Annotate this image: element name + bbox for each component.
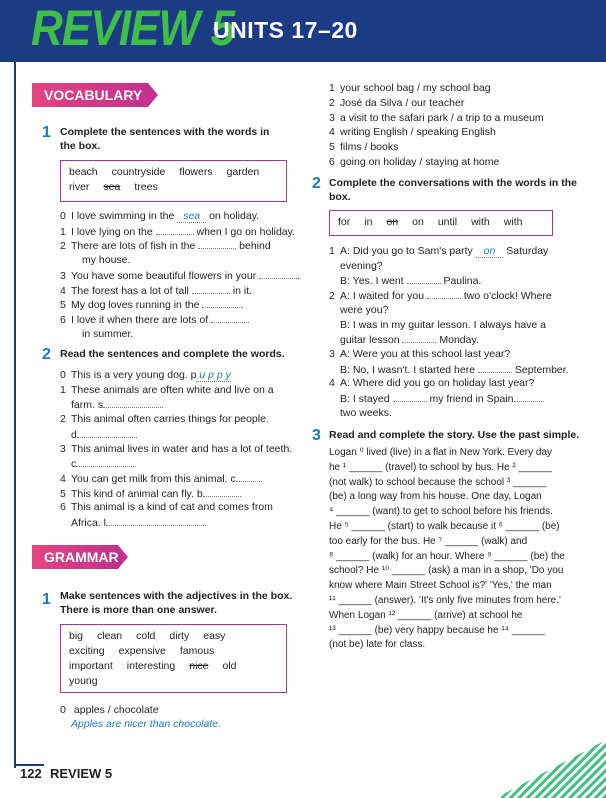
vocab-ex2-item	[71, 427, 137, 442]
item-number: 1	[329, 82, 335, 94]
vocab-ex2-item	[60, 383, 274, 397]
conversation-line	[340, 318, 546, 332]
decorative-stripes	[456, 740, 606, 798]
box-word: big	[69, 630, 84, 642]
box-word: cold	[136, 630, 156, 642]
answer-blank	[407, 273, 441, 284]
box-word: with	[503, 216, 523, 228]
vocab-ex2-item	[60, 442, 292, 456]
item-number: 1	[60, 225, 66, 238]
vocab-ex2-item	[60, 500, 273, 514]
answer-blank	[402, 332, 436, 343]
item-number: 6	[329, 156, 335, 168]
item-text: I love it when there are lots of	[71, 313, 212, 326]
item-text: You have some beautiful flowers in your	[71, 269, 260, 282]
vocab-ex2-item	[71, 397, 163, 412]
vocab-ex1-item	[60, 209, 259, 223]
box-word: old	[222, 660, 237, 672]
item-text: There are lots of fish in the	[71, 240, 199, 253]
item-number: 4	[329, 126, 335, 139]
vocab-ex2-item	[71, 456, 136, 471]
item-text-end: in it.	[229, 284, 252, 297]
answer-blank	[202, 297, 240, 308]
story-line: ¹³ ______ (be) very happy because he ¹⁴ ______	[329, 624, 546, 636]
item-text: My dog loves running in the	[71, 299, 203, 312]
story-line: When Logan ¹² ______ (arrive) at school he	[329, 609, 523, 621]
grammar-ex1-example: 0 apples / chocolate	[60, 704, 159, 716]
story-line: know where Main Street School is?' 'Yes,' the man	[329, 580, 552, 592]
item-number: 6	[60, 313, 66, 326]
box-word: expensive	[118, 645, 166, 657]
item-text: I love lying on the	[71, 225, 156, 238]
example-answer: u p p y	[196, 369, 231, 381]
vocab-ex1-item	[60, 297, 243, 312]
item-text-end: .	[240, 299, 244, 312]
line-text: B: Yes. I went	[340, 275, 407, 288]
item-text: writing English / speaking English	[340, 126, 496, 139]
line-text-end: Saturday	[503, 245, 549, 257]
grammar-ex3-title: Read and complete the story. Use the past simple.	[329, 429, 580, 441]
story-line: Logan ⁰ lived (live) in a flat in New York. Every day	[329, 447, 553, 458]
grammar-ex3-number: 3	[312, 427, 321, 444]
vocab-ex1-number: 1	[42, 124, 51, 141]
grammar-ex1-example-answer: Apples are nicer than chocolate.	[71, 718, 222, 730]
item-text: c	[71, 458, 77, 471]
box-word: in	[364, 216, 373, 228]
story-line: (not walk) to school because the school ³ ______	[329, 476, 547, 488]
box-word: on	[412, 216, 424, 228]
box-word: river	[69, 181, 90, 193]
line-text: A: Where did you go on holiday last year?	[340, 377, 535, 390]
item-number: 2	[329, 290, 335, 303]
grammar-ex1-title: Make sentences with the adjectives in the box. There is more than one answer.	[60, 590, 293, 616]
answer-blank	[259, 268, 297, 279]
item-number: 5	[60, 299, 66, 312]
header-bar	[0, 0, 606, 62]
line-text: two weeks.	[340, 406, 392, 419]
box-word: clean	[97, 630, 123, 642]
item-text: in summer.	[82, 327, 134, 340]
vocab-ex1-title: Complete the sentences with the words in the box.	[60, 126, 270, 152]
item-number: 3	[329, 111, 335, 124]
grammar-ex2-number: 2	[312, 175, 321, 192]
vocab-ex1-item	[60, 312, 249, 327]
item-number: 3	[60, 442, 66, 455]
item-text: I love swimming in the	[71, 210, 178, 222]
story-line: He ⁵ ______ (start) to walk because it ⁶ ______ (be)	[329, 521, 560, 532]
grammar-ex1-item	[329, 96, 464, 110]
units-title: UNITS 17–20	[213, 17, 358, 43]
item-text: a visit to the safari park / a trip to a museum	[340, 111, 544, 124]
grammar-ex1-item	[329, 125, 496, 139]
story-line: too early for the bus. He ⁷ ______ (walk) and	[329, 535, 528, 547]
vocab-ex2-item	[60, 471, 262, 486]
left-rule	[14, 62, 16, 768]
grammar-ex1-number: 1	[42, 591, 51, 608]
conversation-line	[329, 347, 510, 361]
box-word: on	[386, 216, 399, 228]
item-text: This animal often carries things for people.	[71, 413, 269, 426]
conversation-line	[340, 362, 569, 377]
story-line: ⁸ ______ (walk) for an hour. Where ⁹ ______ (be) the	[329, 550, 565, 562]
conversation-line	[340, 303, 388, 317]
vocab-ex2-item	[71, 515, 206, 530]
item-text-end: behind	[236, 240, 271, 253]
answer-blank	[393, 391, 427, 402]
story-line: ¹¹ ______ (answer). 'It's only five minutes from here.'	[329, 595, 561, 606]
grammar-ex1-item	[329, 140, 398, 154]
line-text: B: I stayed	[340, 393, 393, 405]
line-text: were you?	[340, 303, 389, 316]
item-text: Africa. l	[71, 517, 107, 529]
conversation-line	[329, 244, 548, 258]
item-text: going on holiday / staying at home	[340, 156, 500, 168]
answer-blank	[198, 238, 236, 249]
grammar-ex2-word-box	[329, 210, 553, 236]
item-text: This is a very young dog. p	[71, 369, 197, 381]
item-number: 2	[329, 96, 335, 109]
grammar-adjective-box	[60, 624, 287, 693]
item-number: 3	[60, 269, 66, 282]
answer-blank	[192, 283, 230, 294]
item-number: 5	[329, 141, 335, 154]
grammar-ex2-title: Complete the conversations with the words in the box.	[329, 177, 577, 203]
box-word: dirty	[169, 630, 190, 642]
grammar-ex1-item	[329, 111, 544, 125]
item-text-end: when I go on holiday.	[193, 225, 296, 238]
story-line: ⁴ ______ (want) to get to school before his friends.	[329, 506, 553, 518]
item-number: 0	[60, 369, 66, 381]
line-text: A: Were you at this school last year?	[340, 347, 511, 360]
answer-blank	[236, 471, 262, 482]
line-text: guitar lesson	[340, 334, 403, 347]
line-text-end: my friend in Spain	[426, 393, 514, 405]
box-word: trees	[134, 181, 158, 193]
box-word: important	[69, 660, 113, 672]
item-number: 1	[60, 383, 66, 396]
page-number: 122	[20, 766, 42, 781]
story-line: (be) a long way from his house. One day, Logan	[329, 491, 542, 503]
item-text: José da Silva / our teacher	[340, 96, 465, 109]
line-text-end: two o'clock! Where	[460, 290, 552, 303]
item-number: 4	[329, 377, 335, 390]
vocab-ex2-item	[60, 412, 269, 426]
vocab-ex1-item	[71, 327, 133, 341]
line-text: evening?	[340, 259, 383, 272]
conversation-line	[340, 273, 481, 288]
conversation-line	[340, 391, 544, 406]
item-text: my house.	[82, 254, 131, 267]
item-number: 0	[60, 210, 66, 222]
vocab-ex2-number: 2	[42, 346, 51, 363]
item-text: farm. s	[71, 399, 104, 412]
line-text-end: Paulina.	[440, 275, 482, 288]
conversation-line	[329, 288, 552, 303]
item-number: 1	[329, 245, 335, 257]
vocab-ex1-item	[60, 268, 300, 283]
story-line: (not be) late for class.	[329, 639, 426, 651]
item-text: These animals are often white and live on a	[71, 383, 274, 396]
box-word: with	[471, 216, 490, 228]
line-text: A: Did you go to Sam's party	[340, 245, 476, 257]
grammar-banner: GRAMMAR	[32, 545, 118, 569]
box-word: beach	[69, 166, 98, 178]
conversation-line	[340, 332, 479, 347]
vocabulary-banner: VOCABULARY	[32, 83, 148, 107]
item-number: 6	[60, 501, 66, 514]
answer-blank	[478, 362, 512, 373]
box-word: famous	[179, 645, 215, 657]
line-text: B: I was in my guitar lesson. I always have a	[340, 318, 547, 331]
vocab-ex2-title: Read the sentences and complete the words.	[60, 348, 285, 360]
answer-blank	[211, 312, 249, 323]
story-line: school? He ¹⁰ ______ (ask) a man in a shop, 'Do you	[329, 565, 564, 577]
box-word: until	[437, 216, 458, 228]
box-word: interesting	[126, 660, 176, 672]
box-word: flowers	[179, 166, 213, 178]
item-number: 3	[329, 347, 335, 360]
grammar-ex1-item	[329, 81, 491, 95]
item-number: 4	[60, 284, 66, 297]
answer-blank	[106, 515, 206, 526]
vocab-word-box	[60, 160, 287, 202]
answer-blank	[77, 427, 137, 438]
review-title: REVIEW 5	[31, 0, 235, 56]
vocab-ex2-item	[60, 486, 241, 501]
item-text: your school bag / my school bag	[340, 82, 491, 94]
line-text: B: No, I wasn't. I started here	[340, 363, 478, 376]
item-text: films / books	[340, 141, 399, 154]
vocab-ex2-item	[60, 368, 231, 382]
item-text-end: on holiday.	[206, 210, 260, 222]
answer-blank	[76, 456, 136, 467]
item-text-end: .	[297, 269, 301, 282]
answer-blank	[156, 224, 194, 235]
line-text: A: I waited for you	[340, 290, 427, 303]
item-text: d	[71, 428, 77, 441]
box-word: countryside	[111, 166, 166, 178]
item-text: You can get milk from this animal. c	[71, 472, 236, 485]
grammar-ex1-item	[329, 155, 499, 169]
example-answer: sea	[177, 210, 206, 223]
answer-blank	[427, 288, 461, 299]
box-word: sea	[103, 181, 121, 193]
item-text: This animal lives in water and has a lot of teeth.	[71, 442, 293, 455]
box-word: garden	[226, 166, 260, 178]
box-word: for	[338, 216, 351, 228]
conversation-line	[340, 259, 383, 273]
box-word: exciting	[69, 645, 105, 657]
vocab-ex1-item	[71, 253, 130, 267]
item-text: The forest has a lot of tall	[71, 284, 192, 297]
footer-label: REVIEW 5	[50, 766, 113, 781]
answer-blank	[203, 486, 241, 497]
vocab-ex1-item	[60, 238, 271, 253]
line-text-end: Monday.	[436, 334, 479, 347]
item-number: 5	[60, 487, 66, 500]
item-number: 4	[60, 472, 66, 485]
story-line: he ¹ ______ (travel) to school by bus. He ² ______	[329, 461, 552, 473]
line-text-end: September.	[511, 363, 569, 376]
item-number: 2	[60, 240, 66, 253]
item-text: This kind of animal can fly. b	[71, 487, 203, 500]
conversation-line	[329, 376, 534, 390]
vocab-ex1-item	[60, 224, 295, 239]
example-answer: on	[476, 245, 504, 258]
conversation-line	[340, 406, 392, 420]
box-word: easy	[203, 630, 226, 642]
item-number: 2	[60, 413, 66, 426]
box-word: young	[69, 675, 98, 687]
vocab-ex1-item	[60, 283, 252, 298]
box-word: nice	[189, 660, 209, 672]
answer-blank	[103, 397, 163, 408]
item-text: This animal is a kind of cat and comes from	[71, 501, 273, 514]
answer-blank	[514, 391, 544, 402]
